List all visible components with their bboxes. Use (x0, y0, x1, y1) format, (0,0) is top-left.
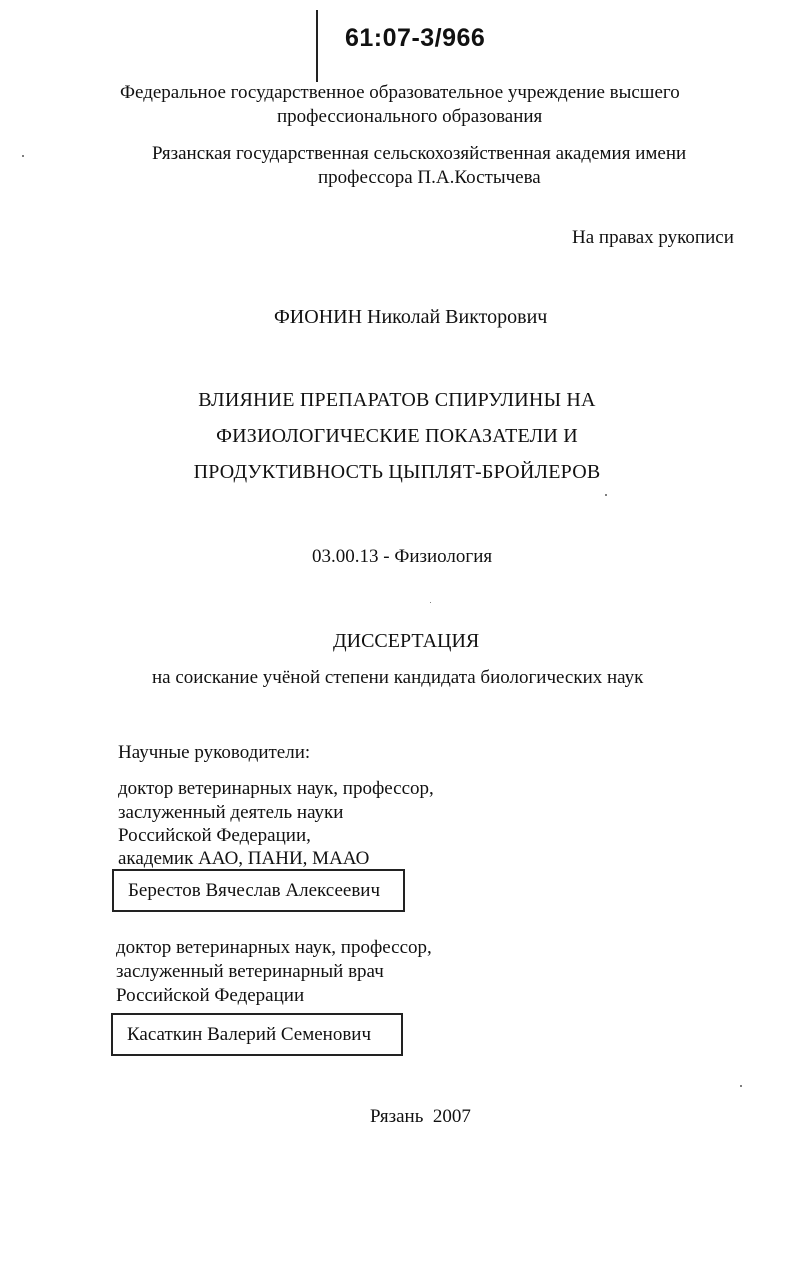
supervisor-1-title-line-2: заслуженный деятель науки (118, 802, 344, 823)
supervisors-heading: Научные руководители: (118, 742, 311, 763)
archive-stamp-divider (316, 10, 318, 82)
title-line-3: ПРОДУКТИВНОСТЬ ЦЫПЛЯТ-БРОЙЛЕРОВ (193, 461, 601, 483)
supervisor-2-title-line-2: заслуженный ветеринарный врач (116, 961, 384, 982)
supervisor-1-title-line-3: Российской Федерации, (118, 825, 311, 846)
author-name: ФИОНИН Николай Викторович (274, 306, 548, 328)
scan-speck (605, 494, 607, 496)
archive-stamp-code: 61:07-3/966 (345, 24, 486, 52)
place-and-year: Рязань 2007 (370, 1106, 471, 1127)
scan-speck (430, 602, 431, 603)
institution-line-3: Рязанская государственная сельскохозяйственная академия имени (152, 143, 687, 164)
supervisor-2-title-line-1: доктор ветеринарных наук, профессор, (116, 937, 432, 958)
supervisor-1-name: Берестов Вячеслав Алексеевич (112, 869, 405, 912)
title-line-1: ВЛИЯНИЕ ПРЕПАРАТОВ СПИРУЛИНЫ НА (198, 389, 596, 411)
scan-speck (22, 155, 24, 157)
scan-speck (740, 1085, 742, 1087)
institution-line-1: Федеральное государственное образовательное учреждение высшего (120, 82, 680, 103)
supervisor-2-title-line-3: Российской Федерации (116, 985, 305, 1006)
institution-line-2: профессионального образования (277, 106, 543, 127)
rights-note: На правах рукописи (572, 227, 734, 248)
title-line-2: ФИЗИОЛОГИЧЕСКИЕ ПОКАЗАТЕЛИ И (216, 425, 578, 447)
specialty-code: 03.00.13 - Физиология (312, 546, 493, 567)
supervisor-1-title-line-1: доктор ветеринарных наук, профессор, (118, 778, 434, 799)
degree-statement: на соискание учёной степени кандидата биологических наук (152, 667, 644, 688)
document-type: ДИССЕРТАЦИЯ (333, 630, 480, 652)
institution-line-4: профессора П.А.Костычева (318, 167, 541, 188)
supervisor-2-name: Касаткин Валерий Семенович (111, 1013, 403, 1056)
supervisor-1-title-line-4: академик ААО, ПАНИ, МААО (118, 848, 370, 869)
